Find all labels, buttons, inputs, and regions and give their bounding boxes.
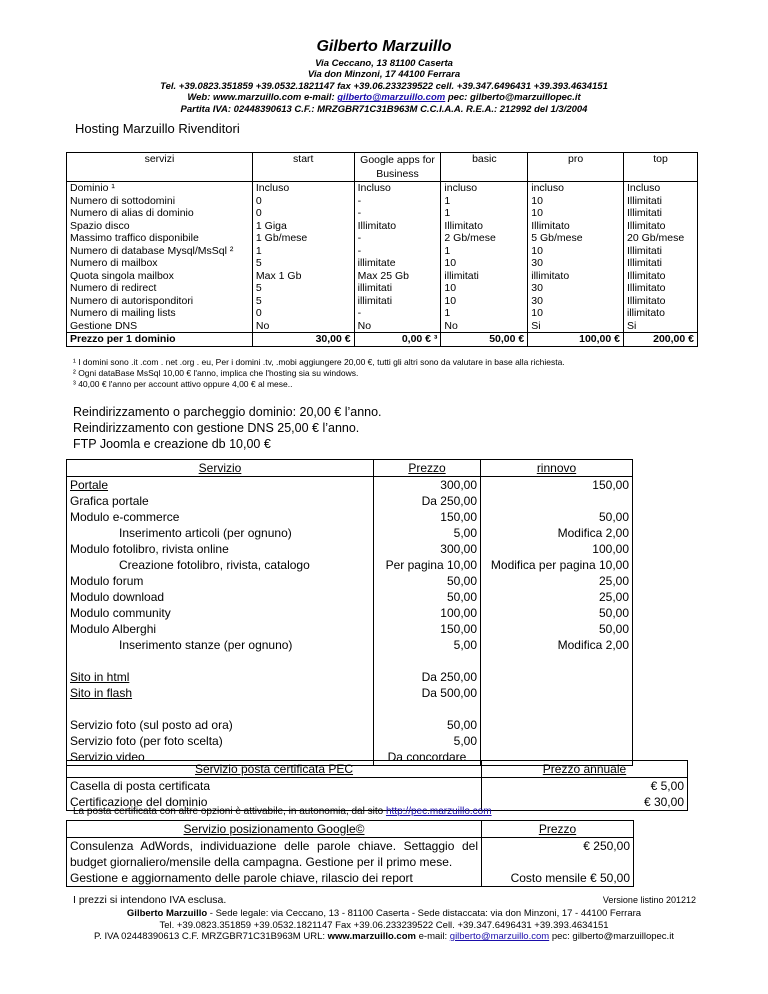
hosting-value: Illimitato [528, 220, 624, 233]
hosting-value: 1 [441, 307, 528, 320]
hosting-row [67, 282, 698, 295]
hosting-value: 30 [528, 282, 624, 295]
service-renewal [481, 717, 633, 733]
note-ftp: FTP Joomla e creazione db 10,00 € [73, 437, 271, 451]
seo-price: € 250,00 [583, 839, 630, 853]
hosting-value: 1 Giga [252, 220, 354, 233]
service-price: 5,00 [374, 637, 481, 653]
hosting-value: 1 Gb/mese [252, 232, 354, 245]
hosting-price-row [67, 333, 698, 347]
price-label: Prezzo per 1 dominio [67, 333, 253, 347]
hosting-value: 10 [441, 282, 528, 295]
service-row [67, 477, 633, 494]
service-name: Modulo e-commerce [70, 510, 180, 524]
hosting-col-header: basic [441, 153, 528, 182]
hosting-value: 0 [252, 307, 354, 320]
empty-cell [374, 653, 481, 669]
service-name: Modulo forum [70, 574, 144, 588]
service-name: Servizio video [70, 750, 145, 764]
service-price: Da 500,00 [374, 685, 481, 701]
service-name: Grafica portale [70, 494, 149, 508]
hosting-row [67, 182, 698, 195]
service-name: Servizio foto (per foto scelta) [70, 734, 223, 748]
col-rinnovo: rinnovo [481, 460, 633, 477]
hosting-value: Max 25 Gb [354, 270, 441, 283]
service-renewal: Modifica per pagina 10,00 [481, 557, 633, 573]
hosting-value: illimitate [354, 257, 441, 270]
hosting-col-header: top [624, 153, 698, 182]
service-name: Creazione fotolibro, rivista, catalogo [119, 558, 310, 572]
service-renewal: 50,00 [481, 605, 633, 621]
hosting-feature: Numero di mailing lists [70, 307, 176, 319]
hosting-value: illimitati [354, 282, 441, 295]
hosting-row [67, 245, 698, 258]
service-name: Servizio foto (sul posto ad ora) [70, 718, 233, 732]
service-renewal: 25,00 [481, 573, 633, 589]
footer-line2: Tel. +39.0823.351859 +39.0532.1821147 Fax +39.06.233239522 Cell. +39.347.6496431 +39.393.4634151 [159, 919, 609, 931]
service-row [67, 525, 633, 541]
price-value: 100,00 € [528, 333, 624, 347]
seo-desc: Gestione e aggiornamento delle parole chiave, rilascio dei report [67, 870, 482, 887]
service-renewal: Modifica 2,00 [481, 637, 633, 653]
hosting-value: - [354, 207, 441, 220]
service-price: Da 250,00 [374, 669, 481, 685]
empty-cell [481, 653, 633, 669]
hosting-value: 10 [441, 257, 528, 270]
service-price: 150,00 [374, 509, 481, 525]
service-row [67, 669, 633, 685]
seo-price: Costo mensile € 50,00 [510, 871, 630, 885]
hosting-row [67, 307, 698, 320]
seo-price-header: Prezzo [482, 821, 634, 838]
web-line [0, 92, 768, 103]
service-name: Sito in flash [70, 686, 133, 700]
price-value: 30,00 € [252, 333, 354, 347]
hosting-value: No [354, 320, 441, 333]
letterhead-name: Gilberto Marzuillo [316, 38, 452, 55]
service-row [67, 509, 633, 525]
hosting-feature: Spazio disco [70, 219, 130, 232]
service-price: Da 250,00 [374, 493, 481, 509]
price-value: 0,00 € ³ [354, 333, 441, 347]
footnote: ¹ I domini sono .it .com . net .org . eu, Per i domini .tv, .mobi aggiungere 20,00 €, tutti gli altri sono da valutare in base alla richiesta. [73, 357, 565, 367]
empty-cell [67, 701, 374, 717]
service-row [67, 541, 633, 557]
footnote: ³ 40,00 € l'anno per account attivo oppure 4,00 € al mese.. [73, 379, 293, 389]
pec-price-header: Prezzo annuale [482, 761, 688, 778]
footer-email-link[interactable]: gilberto@marzuillo.com [449, 931, 550, 942]
vat-line: Partita IVA: 02448390613 C.F.: MRZGBR71C31B963M C.C.I.A.A. R.E.A.: 212992 del 1/3/2004 [180, 103, 588, 115]
service-name: Modulo fotolibro, rivista online [70, 542, 229, 556]
phone-line: Tel. +39.0823.351859 +39.0532.1821147 fax +39.06.233239522 cell. +39.347.6496431 +39.393.4634151 [160, 80, 608, 92]
hosting-row [67, 257, 698, 270]
hosting-value: 5 Gb/mese [528, 232, 624, 245]
hosting-feature: Numero di redirect [70, 282, 157, 294]
service-renewal [481, 669, 633, 685]
pec-row-price: € 5,00 [650, 779, 684, 793]
footer-line1: Gilberto Marzuillo - Sede legale: via Ceccano, 13 - 81100 Caserta - Sede distaccata: via don Minzoni, 17 - 44100 Ferrara [126, 908, 642, 919]
hosting-value: Illimitati [624, 195, 698, 208]
col-prezzo: Prezzo [374, 460, 481, 477]
hosting-row [67, 295, 698, 308]
pec-table [66, 760, 688, 811]
service-renewal [481, 685, 633, 701]
service-renewal: 25,00 [481, 589, 633, 605]
service-price: Per pagina 10,00 [374, 557, 481, 573]
service-price: 5,00 [374, 525, 481, 541]
service-renewal: 50,00 [481, 621, 633, 637]
empty-cell [481, 701, 633, 717]
hosting-feature: Numero di alias di dominio [70, 207, 194, 219]
vat-note: I prezzi si intendono IVA esclusa. [73, 894, 227, 906]
version-label: Versione listino 201212 [602, 895, 696, 905]
hosting-value: 1 [441, 207, 528, 220]
hosting-value: illimitati [354, 295, 441, 308]
hosting-value: Illimitato [624, 282, 698, 295]
footer-url: www.marzuillo.com [327, 931, 416, 942]
service-name: Portale [70, 478, 109, 492]
service-price: Da concordare [374, 749, 481, 766]
services-header-row [67, 460, 633, 477]
note-parking: Reindirizzamento o parcheggio dominio: 20,00 € l’anno. [73, 405, 382, 419]
hosting-row [67, 270, 698, 283]
hosting-value: Illimitati [624, 245, 698, 258]
service-name: Inserimento articoli (per ognuno) [119, 526, 292, 540]
web-suffix: pec: gilberto@marzuillopec.it [445, 92, 581, 104]
pec-header: Servizio posta certificata PEC [67, 761, 482, 778]
service-price: 50,00 [374, 573, 481, 589]
hosting-value: Max 1 Gb [252, 270, 354, 283]
empty-cell [374, 701, 481, 717]
footer-contacts [0, 908, 768, 943]
hosting-feature: Gestione DNS [70, 319, 138, 332]
hosting-row [67, 232, 698, 245]
service-renewal: 150,00 [481, 477, 633, 494]
hosting-col-header: servizi [67, 153, 253, 182]
hosting-value: 10 [528, 245, 624, 258]
web-prefix: Web: www.marzuillo.com e-mail: [187, 92, 338, 104]
service-renewal [481, 733, 633, 749]
hosting-value: illimitato [624, 307, 698, 320]
service-name: Modulo download [70, 590, 165, 604]
hosting-feature: Numero di autorisponditori [70, 294, 194, 307]
hosting-value: Illimitati [624, 207, 698, 220]
service-row [67, 621, 633, 637]
letterhead-contacts [0, 58, 768, 115]
hosting-value: Illimitato [624, 270, 698, 283]
service-price: 50,00 [374, 717, 481, 733]
service-row [67, 733, 633, 749]
hosting-row [67, 320, 698, 333]
hosting-value: Si [528, 320, 624, 333]
hosting-value: 2 Gb/mese [441, 232, 528, 245]
hosting-value: 5 [252, 295, 354, 308]
hosting-value: 30 [528, 257, 624, 270]
footnote: ² Ogni dataBase MsSql 10,00 € l'anno, implica che l'hosting sia su windows. [73, 368, 359, 378]
pec-header-row [67, 761, 688, 778]
hosting-value: - [354, 195, 441, 208]
hosting-value: 0 [252, 195, 354, 208]
hosting-value: Illimitati [624, 257, 698, 270]
pec-note: La posta certificata con altre opzioni è attivabile, in autonomia, dal sito http://pec.marzuillo.com [73, 806, 492, 817]
service-row [67, 557, 633, 573]
hosting-value: incluso [441, 182, 528, 195]
pec-link[interactable]: http://pec.marzuillo.com [385, 806, 492, 817]
seo-desc: Consulenza AdWords, individuazione delle parole chiave. Settaggio del budget giornaliero/mensile della campagna. Gestione per il primo mese. [67, 838, 482, 871]
pec-row-label: Certificazione del dominio [67, 794, 482, 811]
hosting-table [66, 152, 698, 347]
hosting-col-header: start [252, 153, 354, 182]
service-renewal [481, 493, 633, 509]
address-ferrara: Via don Minzoni, 17 44100 Ferrara [307, 69, 461, 81]
service-row [67, 685, 633, 701]
service-price: 300,00 [374, 477, 481, 494]
hosting-value: 1 [441, 195, 528, 208]
hosting-value: Incluso [354, 182, 441, 195]
hosting-feature: Numero di mailbox [70, 257, 158, 269]
service-row [67, 589, 633, 605]
hosting-value: 10 [441, 295, 528, 308]
service-row [67, 717, 633, 733]
seo-row [67, 870, 634, 887]
hosting-row [67, 195, 698, 208]
service-name: Modulo Alberghi [70, 622, 157, 636]
seo-table [66, 820, 634, 887]
hosting-value: No [252, 320, 354, 333]
hosting-value: illimitato [528, 270, 624, 283]
hosting-value: - [354, 307, 441, 320]
spacer-row [67, 701, 633, 717]
hosting-value: Illimitato [441, 220, 528, 233]
service-price: 300,00 [374, 541, 481, 557]
service-renewal: Modifica 2,00 [481, 525, 633, 541]
service-renewal: 50,00 [481, 509, 633, 525]
hosting-row [67, 207, 698, 220]
hosting-value: 5 [252, 257, 354, 270]
hosting-feature: Massimo traffico disponibile [70, 232, 199, 244]
hosting-value: 5 [252, 282, 354, 295]
hosting-value: - [354, 232, 441, 245]
hosting-feature: Numero di database Mysql/MsSql ² [70, 244, 234, 257]
seo-header-row [67, 821, 634, 838]
hosting-value: 1 [252, 245, 354, 258]
service-price: 100,00 [374, 605, 481, 621]
email-link[interactable]: gilberto@marzuillo.com [337, 92, 446, 104]
price-value: 50,00 € [441, 333, 528, 347]
hosting-value: 20 Gb/mese [624, 232, 698, 245]
hosting-feature: Quota singola mailbox [70, 269, 174, 282]
address-caserta: Via Ceccano, 13 81100 Caserta [315, 58, 453, 69]
col-servizio: Servizio [67, 460, 374, 477]
hosting-value: 10 [528, 195, 624, 208]
service-row [67, 605, 633, 621]
footer-line3: P. IVA 02448390613 C.F. MRZGBR71C31B963M URL: www.marzuillo.com e-mail: gilberto@marzuillo.com pec: gilberto@marzuillopec.it [94, 931, 674, 942]
hosting-value: 1 [441, 245, 528, 258]
hosting-value: 10 [528, 307, 624, 320]
hosting-value: Incluso [624, 182, 698, 195]
service-row [67, 573, 633, 589]
service-row [67, 493, 633, 509]
service-price: 5,00 [374, 733, 481, 749]
service-price: 150,00 [374, 621, 481, 637]
hosting-value: - [354, 245, 441, 258]
service-name: Inserimento stanze (per ognuno) [119, 638, 293, 652]
price-value: 200,00 € [624, 333, 698, 347]
hosting-col-header: pro [528, 153, 624, 182]
hosting-value: Illimitato [624, 295, 698, 308]
hosting-value: No [441, 320, 528, 333]
hosting-value: Incluso [252, 182, 354, 195]
hosting-value: Illimitato [624, 220, 698, 233]
hosting-title: Hosting Marzuillo Rivenditori [75, 121, 240, 136]
hosting-value: 30 [528, 295, 624, 308]
service-renewal: 100,00 [481, 541, 633, 557]
hosting-row [67, 220, 698, 233]
seo-row [67, 838, 634, 871]
pec-row [67, 778, 688, 795]
pec-row-price: € 30,00 [643, 795, 684, 809]
hosting-header-row [67, 153, 698, 182]
hosting-value: illimitati [441, 270, 528, 283]
domain-notes [73, 404, 382, 452]
pec-row-label: Casella di posta certificata [67, 778, 482, 795]
hosting-value: incluso [528, 182, 624, 195]
service-price: 50,00 [374, 589, 481, 605]
seo-header: Servizio posizionamento Google© [67, 821, 482, 838]
hosting-feature: Numero di sottodomini [70, 194, 176, 207]
service-name: Sito in html [70, 670, 130, 684]
hosting-value: Illimitato [354, 220, 441, 233]
hosting-value: 10 [528, 207, 624, 220]
hosting-value: Si [624, 320, 698, 333]
service-name: Modulo community [70, 606, 171, 620]
hosting-feature: Dominio ¹ [70, 182, 115, 194]
empty-cell [67, 653, 374, 669]
hosting-col-header: Google apps for Business [354, 153, 441, 182]
note-dns: Reindirizzamento con gestione DNS 25,00 € l’anno. [73, 421, 360, 435]
service-row [67, 637, 633, 653]
hosting-value: 0 [252, 207, 354, 220]
spacer-row [67, 653, 633, 669]
services-table [66, 459, 633, 766]
